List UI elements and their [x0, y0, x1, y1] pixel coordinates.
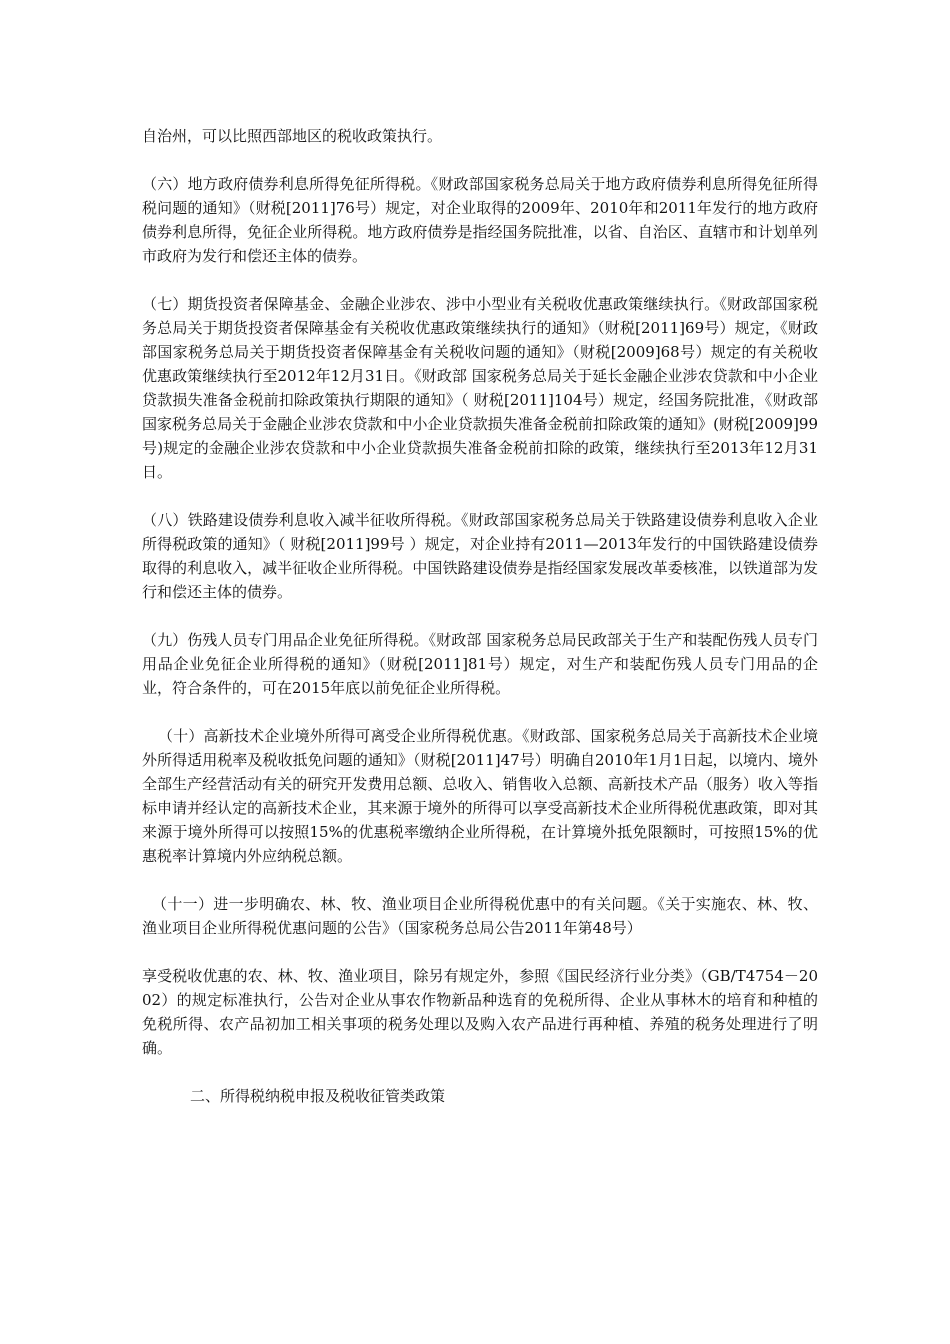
paragraph-gap: [142, 268, 818, 292]
section-heading: 二、所得税纳税申报及税收征管类政策: [190, 1087, 446, 1105]
paragraph-gap: [142, 604, 818, 628]
paragraph-gap: [142, 484, 818, 508]
paragraph-gap: [142, 700, 818, 724]
paragraph-futures-fund: （七）期货投资者保障基金、金融企业涉农、涉中小型业有关税收优惠政策继续执行。《财政部国家税务总局关于期货投资者保障基金有关税收优惠政策继续执行的通知》（财税[2011]69号）规定，《财政部国家税务总局关于期货投资者保障基金有关税收问题的通知》（财税[2009]68号）规定的有关税收优惠政策继续执行至2012年12月31日。《财政部 国家税务总局关于延长金融企业涉农贷款和中小企业贷款损失准备金税前扣除政策执行期限的通知》（ 财税[2011]104号）规定，经国务院批准，《财政部国家税务总局关于金融企业涉农贷款和中小企业贷款损失准备金税前扣除政策的通知》(财税[2009]99号)规定的金融企业涉农贷款和中小企业贷款损失准备金税前扣除的政策，继续执行至2013年12月31日。: [142, 295, 818, 481]
paragraph-agriculture-projects: （十一）进一步明确农、林、牧、渔业项目企业所得税优惠中的有关问题。《关于实施农、林、牧、渔业项目企业所得税优惠问题的公告》（国家税务总局公告2011年第48号）: [142, 895, 818, 937]
paragraph-agriculture-details: 享受税收优惠的农、林、牧、渔业项目，除另有规定外，参照《国民经济行业分类》（GB/T4754－2002）的规定标准执行，公告对企业从事农作物新品种选育的免税所得、企业从事林木的培育和种植的免税所得、农产品初加工相关事项的税务处理以及购入农产品进行再种植、养殖的税务处理进行了明确。: [142, 967, 818, 1057]
paragraph-gap: [142, 940, 818, 964]
paragraph-railway-bonds: （八）铁路建设债券利息收入减半征收所得税。《财政部国家税务总局关于铁路建设债券利息收入企业所得税政策的通知》（ 财税[2011]99号 ）规定，对企业持有2011—2013年发行的中国铁路建设债券取得的利息收入，减半征收企业所得税。中国铁路建设债券是指经国家发展改革委核准，以铁道部为发行和偿还主体的债券。: [142, 511, 818, 601]
paragraph-gap: [142, 868, 818, 892]
paragraph-gap: [142, 1060, 818, 1084]
paragraph-local-govt-bonds: （六）地方政府债券利息所得免征所得税。《财政部国家税务总局关于地方政府债券利息所得免征所得税问题的通知》（财税[2011]76号）规定，对企业取得的2009年、2010年和2011年发行的地方政府债券利息所得，免征企业所得税。地方政府债券是指经国务院批准，以省、自治区、直辖市和计划单列市政府为发行和偿还主体的债券。: [142, 175, 818, 265]
paragraph-continuation: 自治州，可以比照西部地区的税收政策执行。: [142, 127, 443, 145]
paragraph-gap: [142, 148, 818, 172]
paragraph-high-tech-foreign-income: （十）高新技术企业境外所得可离受企业所得税优惠。《财政部、国家税务总局关于高新技术企业境外所得适用税率及税收抵免问题的通知》（财税[2011]47号）明确自2010年1月1日起，以境内、境外全部生产经营活动有关的研究开发费用总额、总收入、销售收入总额、高新技术产品（服务）收入等指标申请并经认定的高新技术企业，其来源于境外的所得可以享受高新技术企业所得税优惠政策，即对其来源于境外所得可以按照15%的优惠税率缴纳企业所得税，在计算境外抵免限额时，可按照15%的优惠税率计算境内外应纳税总额。: [142, 727, 818, 865]
document-body: [142, 124, 818, 1108]
paragraph-disabled-supplies: （九）伤残人员专门用品企业免征所得税。《财政部 国家税务总局民政部关于生产和装配伤残人员专门用品企业免征企业所得税的通知》（财税[2011]81号）规定，对生产和装配伤残人员专门用品的企业，符合条件的，可在2015年底以前免征企业所得税。: [142, 631, 818, 697]
